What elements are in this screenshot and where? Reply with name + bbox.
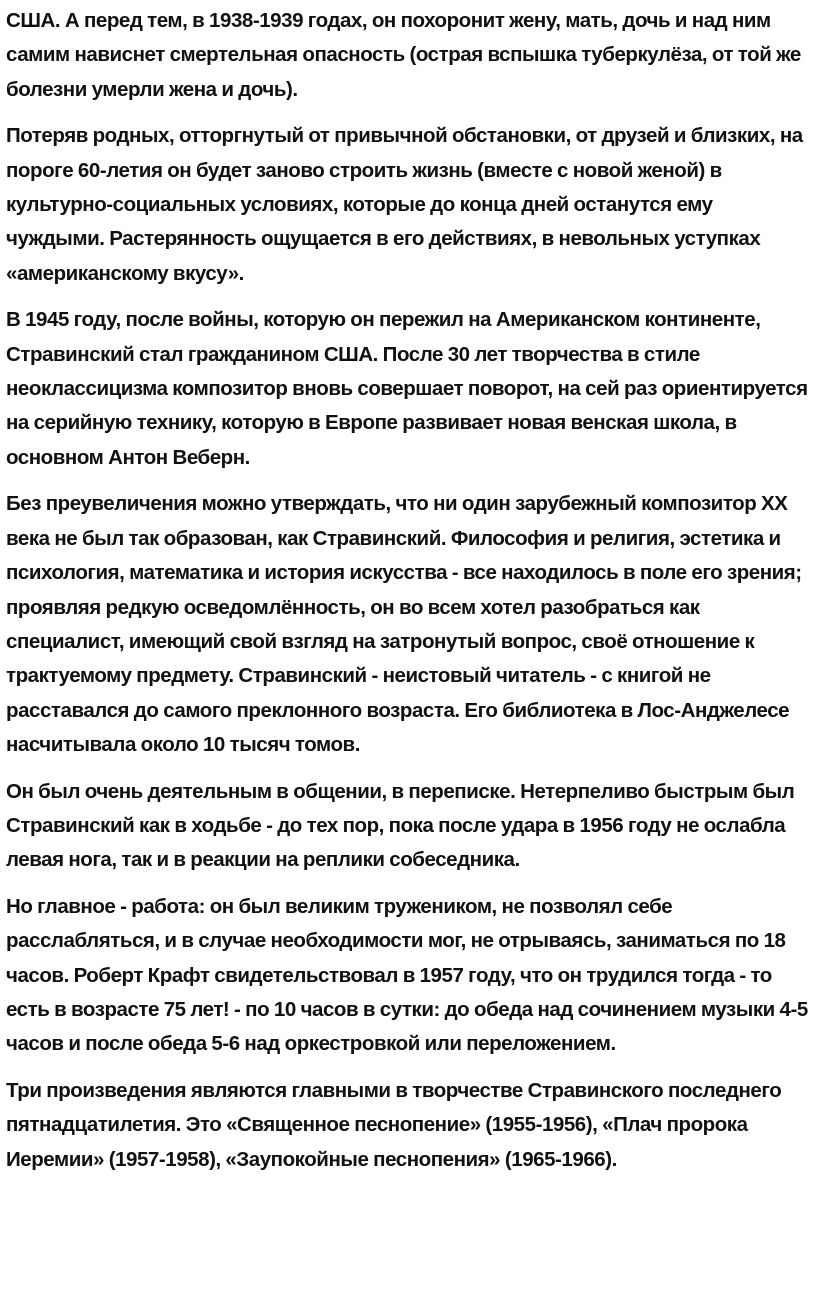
paragraph-2: Потеряв родных, отторгнутый от привычной обстановки, от друзей и близких, на пороге 60-летия он будет заново строить жизнь (вместе с новой женой) в культурно-социальных условиях, которые до конца дней останутся ему чуждыми. Растерянность ощущается в его действиях, в невольных уступках «американскому вкусу».: [6, 124, 803, 285]
paragraph-6: Но главное - работа: он был великим тружеником, не позволял себе расслабляться, и в случае необходимости мог, не отрываясь, заниматься по 18 часов. Роберт Крафт свидетельствовал в 1957 году, что он трудился тогда - то есть в возрасте 75 лет! - по 10 часов в сутки: до обеда над сочинением музыки 4-5 часов и после обеда 5-6 над оркестровкой или переложением.: [6, 894, 808, 1056]
paragraph-4: Без преувеличения можно утверждать, что ни один зарубежный композитор XX века не был так образован, как Стравинский. Философия и религия, эстетика и психология, математика и история искусства - все находилось в поле его зрения; проявляя редкую осведомлённость, он во всем хотел разобраться как специалист, имеющий свой взгляд на затронутый вопрос, своё отношение к трактуемому предмету. Стравинский - неистовый читатель - с книгой не расставался до самого преклонного возраста. Его библиотека в Лос-Анджелесе насчитывала около 10 тысяч томов.: [6, 492, 802, 757]
paragraph-7: Три произведения являются главными в творчестве Стравинского последнего пятнадцатилетия. Это «Священное песнопение» (1955-1956), «Плач пророка Иеремии» (1957-1958), «Заупокойные песнопения» (1965-1966).: [6, 1078, 782, 1171]
paragraph-5: Он был очень деятельным в общении, в переписке. Нетерпеливо быстрым был Стравинский как в ходьбе - до тех пор, пока после удара в 1956 году не ослабла левая нога, так и в реакции на реплики собеседника.: [6, 779, 795, 872]
paragraph-3: В 1945 году, после войны, которую он пережил на Американском континенте, Стравинский стал гражданином США. После 30 лет творчества в стиле неоклассицизма композитор вновь совершает поворот, на сей раз ориентируется на серийную технику, которую в Европе развивает новая венская школа, в основном Антон Веберн.: [6, 308, 808, 469]
paragraph-1: США. А перед тем, в 1938-1939 годах, он похоронит жену, мать, дочь и над ним самим нависнет смертельная опасность (острая вспышка туберкулёза, от той же болезни умерли жена и дочь).: [6, 9, 801, 101]
